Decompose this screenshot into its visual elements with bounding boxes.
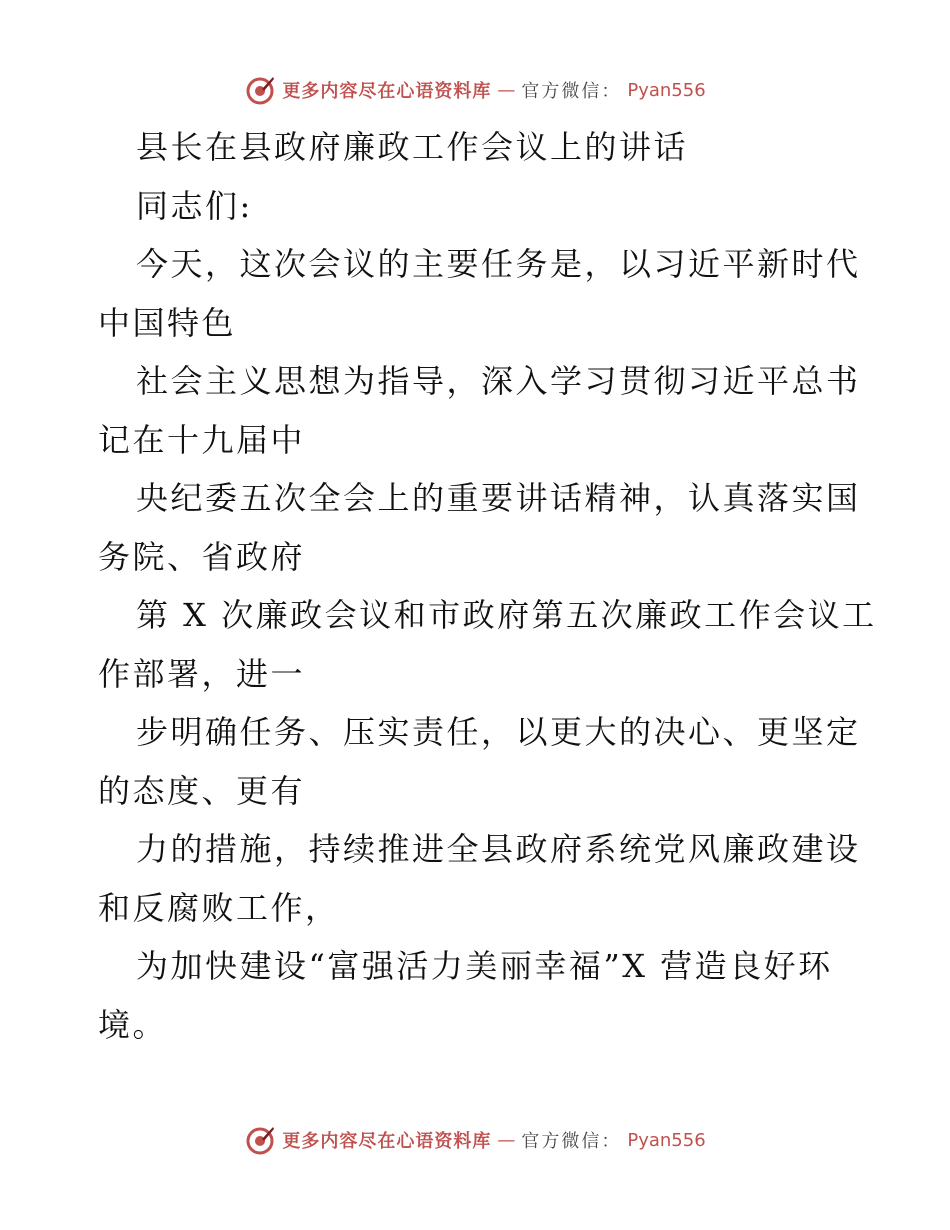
paragraph-line: 作部署，进一 bbox=[98, 654, 306, 693]
watermark-account: Pyan556 bbox=[627, 79, 706, 101]
paragraph-line: 社会主义思想为指导，深入学习贯彻习近平总书 bbox=[136, 362, 861, 400]
quill-logo-icon bbox=[244, 1124, 276, 1156]
paragraph-line: 今天，这次会议的主要任务是，以习近平新时代 bbox=[136, 245, 861, 283]
paragraph-line: 为加快建设“富强活力美丽幸福”X 营造良好环 bbox=[136, 947, 833, 985]
quill-logo-icon bbox=[244, 74, 276, 106]
paragraph-line: 第 X 次廉政会议和市政府第五次廉政工作会议工 bbox=[136, 596, 877, 634]
paragraph-line: 记在十九届中 bbox=[98, 420, 306, 459]
watermark-footer bbox=[0, 1120, 950, 1160]
paragraph-line: 的态度、更有 bbox=[98, 771, 306, 810]
document-body bbox=[98, 118, 877, 1054]
paragraph-line: 中国特色 bbox=[98, 303, 237, 342]
document-title: 县长在县政府廉政工作会议上的讲话 bbox=[136, 128, 689, 166]
watermark-separator: — bbox=[497, 79, 516, 101]
watermark-header bbox=[0, 70, 950, 110]
watermark-separator: — bbox=[497, 1129, 516, 1151]
paragraph-line: 力的措施，持续推进全县政府系统党风廉政建设 bbox=[136, 830, 861, 868]
paragraph-line: 央纪委五次全会上的重要讲话精神，认真落实国 bbox=[136, 479, 861, 517]
watermark-main-text: 更多内容尽在心语资料库 bbox=[282, 1131, 492, 1152]
paragraph-line: 境。 bbox=[98, 1005, 168, 1044]
salutation: 同志们: bbox=[136, 186, 253, 225]
paragraph-line: 务院、省政府 bbox=[98, 537, 306, 576]
paragraph-line: 和反腐败工作， bbox=[98, 888, 340, 927]
watermark-account: Pyan556 bbox=[627, 1129, 706, 1151]
watermark-label: 官方微信： bbox=[521, 81, 622, 102]
watermark-main-text: 更多内容尽在心语资料库 bbox=[282, 81, 492, 102]
paragraph-line: 步明确任务、压实责任，以更大的决心、更坚定 bbox=[136, 713, 861, 751]
watermark-label: 官方微信： bbox=[521, 1131, 622, 1152]
